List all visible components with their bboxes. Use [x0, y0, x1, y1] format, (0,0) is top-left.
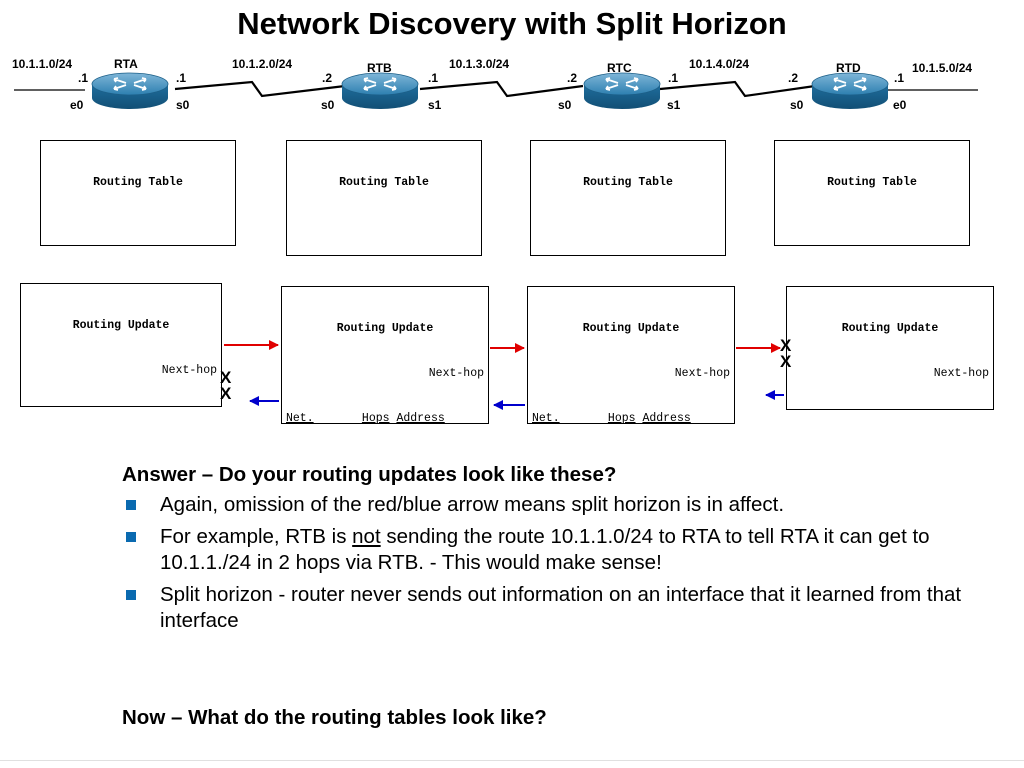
host-label: .1	[668, 71, 679, 85]
routing-table-title: Routing Table	[583, 176, 673, 189]
split-horizon-x-mark: X	[780, 336, 792, 355]
host-label: .1	[428, 71, 439, 85]
square-bullet-icon	[126, 532, 136, 542]
routing-update-header: Net. Hops Address	[286, 412, 445, 424]
list-item: For example, RTB is not sending the route 10.1.1.0/24 to RTA to tell RTA it can get to 10.1.1./24 in 2 hops via RTB. - This would make sense!	[122, 524, 1002, 576]
answer-section	[122, 462, 1002, 640]
list-item: Split horizon - router never sends out information on an interface that it learned from that interface	[122, 582, 1002, 634]
router-name-rtd: RTD	[836, 61, 861, 75]
net-label-10-1-2-0: 10.1.2.0/24	[232, 57, 293, 71]
interface-label: s0	[790, 98, 804, 112]
router-name-rta: RTA	[114, 57, 138, 71]
next-hop-label: Next-hop	[933, 367, 989, 380]
routing-table-title: Routing Table	[93, 176, 183, 189]
interface-label: s0	[558, 98, 572, 112]
routing-update-title: Routing Update	[72, 319, 170, 332]
page-title: Network Discovery with Split Horizon	[237, 6, 787, 41]
split-horizon-x-mark: X	[220, 384, 232, 403]
host-label: .1	[78, 71, 89, 85]
list-item: Again, omission of the red/blue arrow means split horizon is in affect.	[122, 492, 1002, 518]
net-label-10-1-4-0: 10.1.4.0/24	[689, 57, 750, 71]
routing-table-title: Routing Table	[827, 176, 917, 189]
routing-update-title: Routing Update	[841, 322, 939, 335]
interface-label: s1	[428, 98, 442, 112]
net-label-10-1-3-0: 10.1.3.0/24	[449, 57, 510, 71]
followup-question: Now – What do the routing tables look like?	[122, 706, 547, 729]
interface-label: s1	[667, 98, 681, 112]
interface-label: s0	[176, 98, 190, 112]
next-hop-label: Next-hop	[428, 367, 484, 380]
router-name-rtc: RTC	[607, 61, 632, 75]
square-bullet-icon	[126, 590, 136, 600]
interface-label: s0	[321, 98, 335, 112]
interface-label: e0	[893, 98, 907, 112]
routing-update-title: Routing Update	[336, 322, 434, 335]
split-horizon-x-mark: X	[780, 352, 792, 371]
next-hop-label: Next-hop	[674, 367, 730, 380]
net-label-10-1-5-0: 10.1.5.0/24	[912, 61, 973, 75]
square-bullet-icon	[126, 500, 136, 510]
host-label: .2	[788, 71, 799, 85]
host-label: .1	[894, 71, 905, 85]
host-label: .2	[322, 71, 333, 85]
interface-label: e0	[70, 98, 84, 112]
answer-bullets	[122, 492, 1002, 634]
answer-heading: Answer – Do your routing updates look like these?	[122, 463, 617, 486]
routing-update-header: Net. Hops Address	[532, 412, 691, 424]
router-name-rtb: RTB	[367, 61, 392, 75]
net-label-10-1-1-0: 10.1.1.0/24	[12, 57, 73, 71]
footer-divider	[0, 760, 1024, 761]
next-hop-label: Next-hop	[161, 364, 217, 377]
host-label: .2	[567, 71, 578, 85]
routing-update-title: Routing Update	[582, 322, 680, 335]
routing-table-title: Routing Table	[339, 176, 429, 189]
split-horizon-x-mark: X	[220, 368, 232, 387]
host-label: .1	[176, 71, 187, 85]
